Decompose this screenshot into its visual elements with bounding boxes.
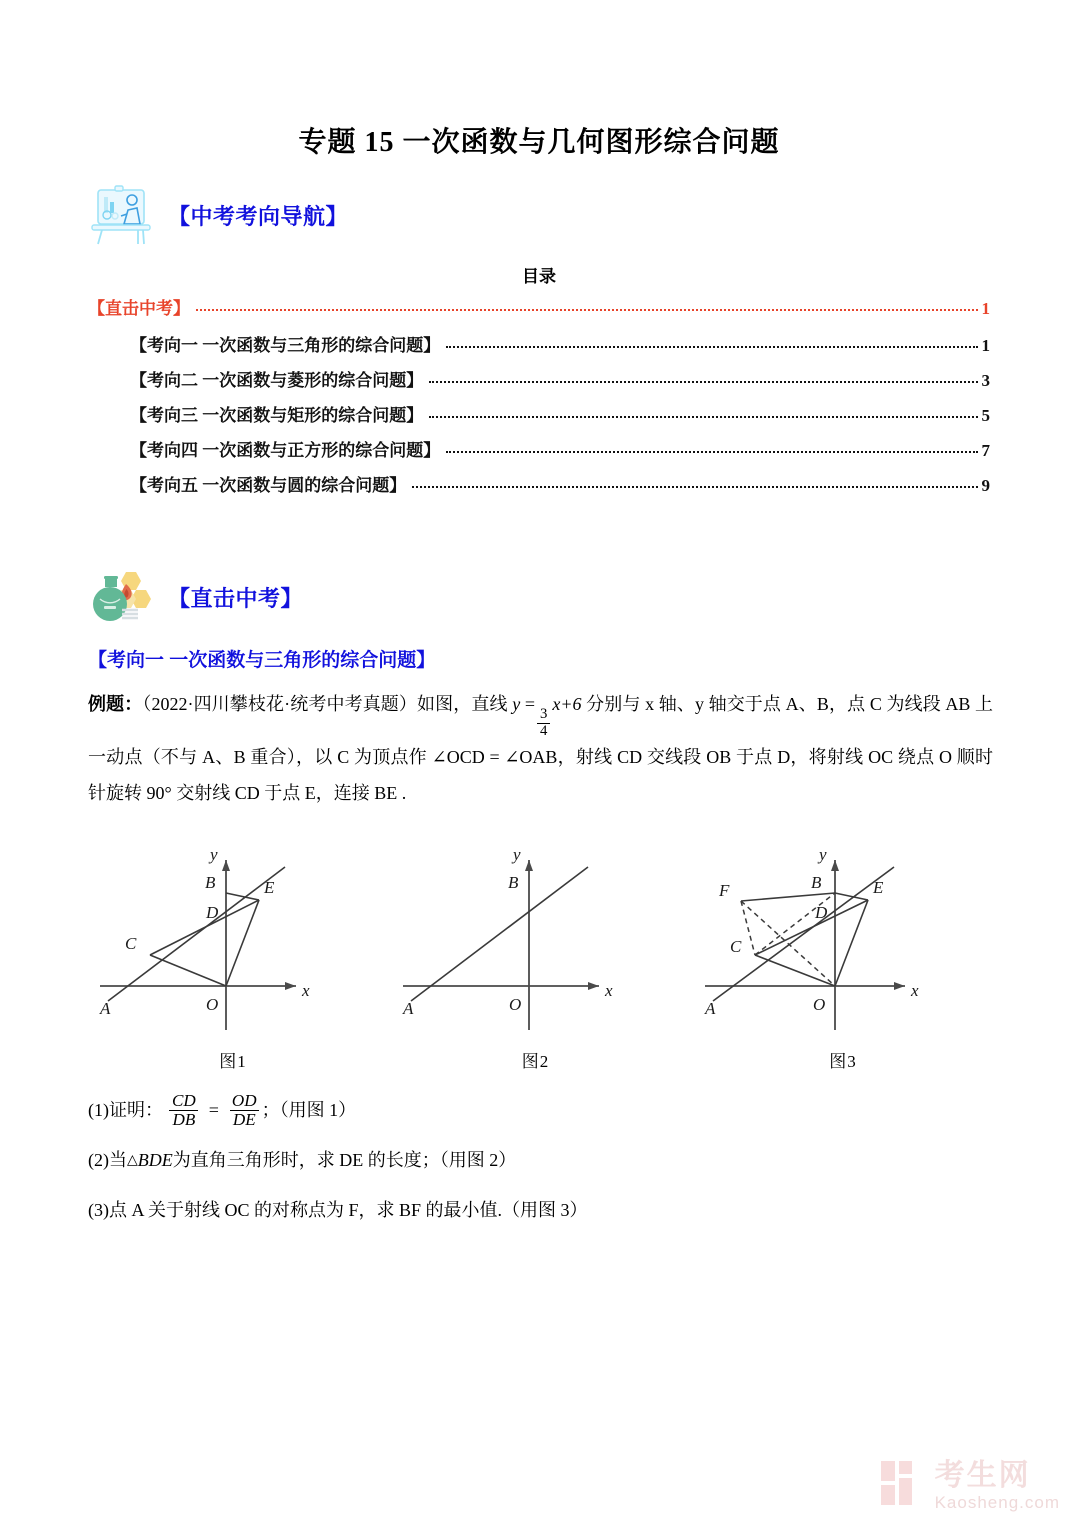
fraction-denominator: DB [169, 1110, 198, 1129]
toc-entry-kaoxiang-3[interactable] [88, 407, 990, 424]
problem-statement [88, 686, 993, 811]
toc-leader-dots [446, 337, 977, 351]
figure-3-label-y: y [819, 845, 827, 864]
triangle-icon: △ [127, 1151, 138, 1168]
toc-leader-dots [412, 477, 977, 491]
banner-exam-navigation [88, 184, 348, 246]
toc-entry-zhiji-zhongkao[interactable] [88, 300, 990, 317]
toc-entry-kaoxiang-4[interactable] [88, 442, 990, 459]
toc-entry-kaoxiang-5[interactable] [88, 477, 990, 494]
table-of-contents [88, 300, 990, 512]
fraction-denominator: 4 [537, 723, 550, 740]
toc-entry-page: 9 [981, 476, 990, 495]
figure-3-caption: 图3 [829, 1052, 857, 1071]
figure-1-label-O: O [206, 995, 219, 1014]
figure-2 [391, 838, 681, 1072]
figure-1-label-B: B [205, 873, 216, 892]
figure-3-diagram [693, 838, 993, 1038]
watermark-en: Kaosheng.com [934, 1492, 1060, 1512]
page-title: 专题 15 一次函数与几何图形综合问题 [298, 127, 780, 158]
toc-entry-label: 【考向四 一次函数与正方形的综合问题】 [130, 441, 441, 460]
toc-entry-label: 【考向五 一次函数与圆的综合问题】 [130, 476, 407, 495]
toc-entry-label: 【直击中考】 [88, 299, 190, 318]
problem-text-part-1: 如图，直线 [417, 694, 508, 714]
figure-3-label-D: D [815, 903, 828, 922]
toc-entry-page: 1 [981, 336, 990, 355]
question-1-lead: 证明： [109, 1100, 163, 1121]
figure-2-label-A: A [402, 999, 413, 1018]
equation-tail: x+6 [552, 694, 582, 714]
question-2-number: (2) [88, 1149, 109, 1170]
presentation-board-icon [88, 184, 154, 246]
figure-3-label-A: A [705, 999, 716, 1018]
question-1 [88, 1092, 993, 1129]
question-1-fraction-right [229, 1092, 260, 1129]
figure-1 [88, 838, 378, 1072]
figure-row [88, 838, 993, 1072]
fraction-numerator: CD [172, 1091, 196, 1110]
figure-1-diagram [88, 838, 378, 1038]
kaosheng-logo-icon [879, 1459, 927, 1512]
question-2-text: 当 [109, 1149, 127, 1170]
question-1-tail: ；（用图 1） [261, 1100, 357, 1121]
question-3-number: (3) [88, 1199, 109, 1220]
toc-entry-label: 【考向二 一次函数与菱形的综合问题】 [130, 371, 424, 390]
flask-hexagon-icon [88, 566, 154, 628]
toc-entry-label: 【考向三 一次函数与矩形的综合问题】 [130, 406, 424, 425]
toc-leader-dots [429, 407, 977, 421]
fraction-numerator: OD [231, 1091, 257, 1110]
toc-leader-dots [429, 372, 977, 386]
equation-y: y [512, 694, 521, 714]
toc-leader-dots [196, 300, 978, 314]
banner-label: 【中考考向导航】 [168, 203, 349, 229]
equation-fraction [537, 707, 550, 739]
banner-label: 【直击中考】 [168, 585, 304, 611]
figure-1-label-E: E [264, 878, 275, 897]
watermark-cn: 考生网 [934, 1458, 1031, 1492]
figure-3-label-B: B [811, 873, 822, 892]
toc-entry-kaoxiang-1[interactable] [88, 337, 990, 354]
watermark-text [934, 1458, 1060, 1512]
section-sub-heading: 【考向一 一次函数与三角形的综合问题】 [88, 650, 436, 671]
question-list [88, 1092, 993, 1243]
figure-1-label-A: A [100, 999, 111, 1018]
question-1-number: (1) [88, 1100, 109, 1121]
toc-entry-page: 3 [981, 371, 990, 390]
question-2-tail: 为直角三角形时，求 DE 的长度；（用图 2） [172, 1149, 517, 1170]
fraction-denominator: DE [230, 1110, 259, 1129]
question-1-equals: = [208, 1100, 219, 1121]
figure-3-label-E: E [873, 878, 884, 897]
figure-3-label-O: O [813, 995, 826, 1014]
equation-equals: = [524, 694, 536, 714]
figure-3-label-F: F [719, 881, 730, 900]
question-2-symbol: BDE [137, 1149, 173, 1170]
banner-zhiji-zhongkao [88, 566, 303, 628]
figure-2-label-y: y [512, 845, 521, 864]
toc-entry-page: 7 [981, 441, 990, 460]
fraction-numerator: 3 [540, 706, 548, 723]
problem-source: （2022·四川攀枝花·统考中考真题） [142, 694, 418, 714]
figure-1-label-D: D [206, 903, 219, 922]
figure-1-label-x: x [302, 981, 310, 1000]
problem-label: 例题： [88, 694, 143, 714]
toc-leader-dots [446, 442, 977, 456]
toc-entry-label: 【考向一 一次函数与三角形的综合问题】 [130, 336, 441, 355]
toc-entry-page: 5 [981, 406, 990, 425]
figure-1-label-y: y [210, 845, 218, 864]
toc-entry-page: 1 [981, 299, 990, 318]
figure-3-label-C: C [730, 937, 742, 956]
figure-2-label-x: x [604, 981, 613, 1000]
figure-2-label-B: B [507, 873, 518, 892]
figure-2-diagram [391, 838, 681, 1038]
figure-2-label-O: O [508, 995, 521, 1014]
toc-heading: 目录 [522, 267, 556, 286]
question-1-fraction-left [169, 1092, 199, 1129]
watermark [879, 1459, 1060, 1512]
figure-3 [693, 838, 993, 1072]
question-3-text: 点 A 关于射线 OC 的对称点为 F，求 BF 的最小值.（用图 3） [109, 1199, 588, 1220]
question-2 [88, 1143, 993, 1177]
toc-entry-kaoxiang-2[interactable] [88, 372, 990, 389]
problem-text-part-2: 分别与 x 轴、y 轴交于点 A、B，点 C 为线段 AB 上一动点（不与 A、B 重合），以 C 为顶点作 ∠OCD = ∠OAB，射线 CD 交线段 OB 于点 D，将射线 OC 绕点 O 顺时针旋转 90° 交射线 CD 于点 E，连接 BE . [88, 694, 994, 804]
question-3 [88, 1193, 993, 1227]
figure-2-caption: 图2 [521, 1052, 550, 1071]
figure-3-label-x: x [911, 981, 919, 1000]
figure-1-label-C: C [125, 934, 137, 953]
figure-1-caption: 图1 [219, 1052, 247, 1071]
